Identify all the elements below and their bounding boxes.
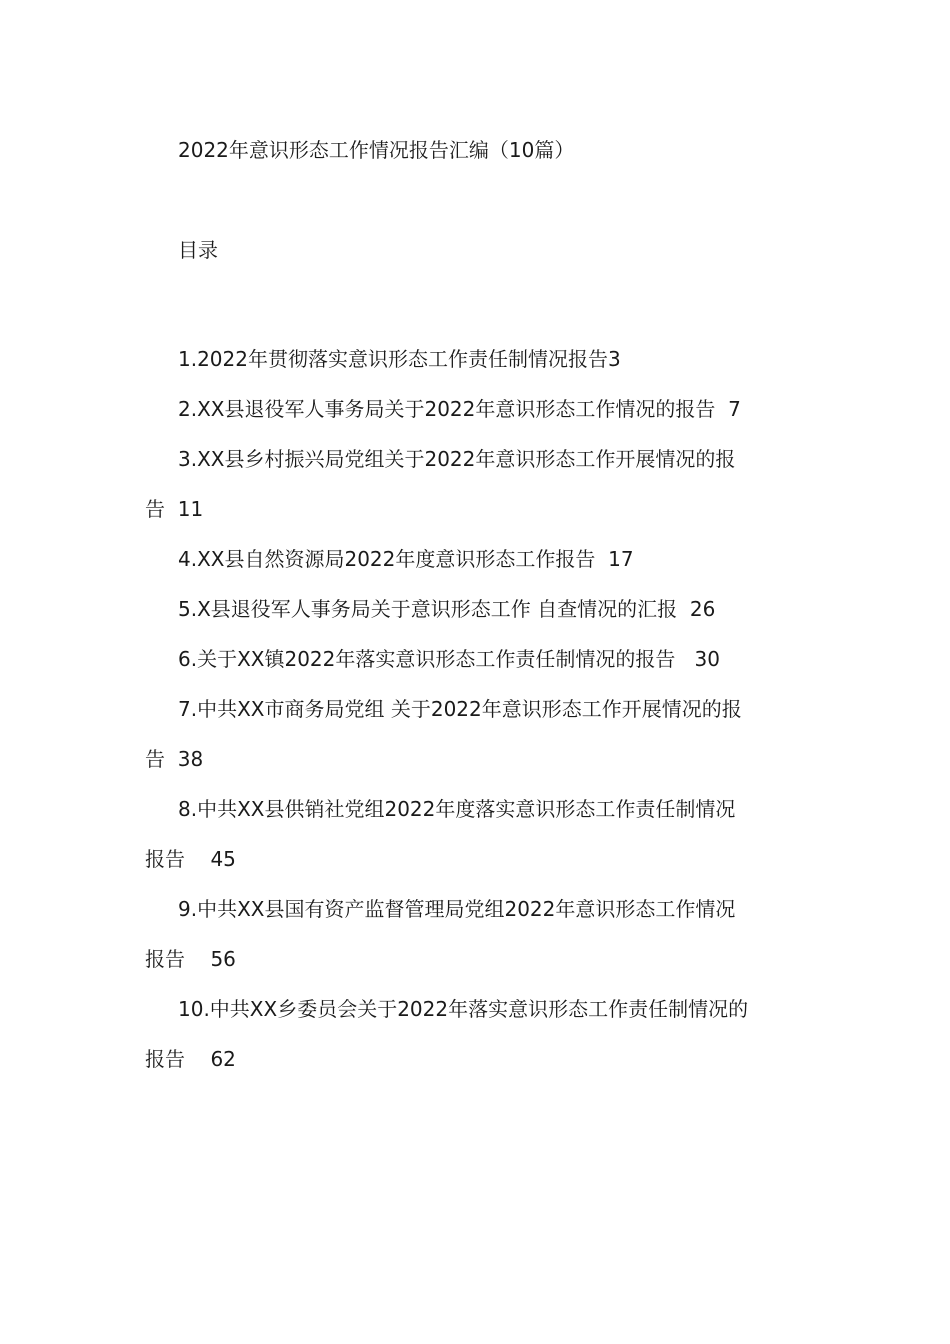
toc-entry-text: 2.XX县退役军人事务局关于2022年意识形态工作情况的报告: [178, 397, 716, 421]
table-of-contents: [145, 334, 810, 1084]
toc-page-number: 7: [728, 397, 741, 421]
toc-entry-7-cont[interactable]: [145, 734, 810, 784]
toc-entry-8-cont[interactable]: [145, 834, 810, 884]
toc-entry-text: 8.中共XX县供销社党组2022年度落实意识形态工作责任制情况: [178, 797, 736, 821]
toc-entry-text: 9.中共XX县国有资产监督管理局党组2022年意识形态工作情况: [178, 897, 736, 921]
toc-heading: 目录: [178, 238, 218, 262]
toc-page-number: 45: [210, 847, 236, 871]
toc-entry-9-cont[interactable]: [145, 934, 810, 984]
toc-page-number: 26: [689, 597, 716, 621]
toc-page-number: 62: [210, 1047, 236, 1071]
toc-entry-text: 6.关于XX镇2022年落实意识形态工作责任制情况的报告: [178, 647, 676, 671]
toc-entry-text: 报告: [145, 1047, 185, 1071]
toc-entry-5[interactable]: [145, 584, 810, 634]
toc-entry-text: 7.中共XX市商务局党组 关于2022年意识形态工作开展情况的报: [178, 697, 742, 721]
toc-entry-4[interactable]: [145, 534, 810, 584]
toc-page-number: 30: [694, 647, 720, 671]
toc-entry-text: 10.中共XX乡委员会关于2022年落实意识形态工作责任制情况的: [178, 997, 749, 1021]
toc-entry-text: 告: [145, 747, 165, 771]
toc-entry-1[interactable]: [145, 334, 810, 384]
toc-entry-7[interactable]: [145, 684, 810, 734]
toc-entry-3[interactable]: [145, 434, 810, 484]
toc-entry-text: 1.2022年贯彻落实意识形态工作责任制情况报告3: [178, 347, 621, 371]
toc-entry-text: 5.X县退役军人事务局关于意识形态工作 自查情况的汇报: [178, 597, 678, 621]
toc-page-number: 17: [608, 547, 634, 571]
document-title: 2022年意识形态工作情况报告汇编（10篇）: [178, 138, 575, 162]
toc-entry-text: 3.XX县乡村振兴局党组关于2022年意识形态工作开展情况的报: [178, 447, 736, 471]
toc-page-number: 38: [177, 747, 204, 771]
toc-entry-2[interactable]: [145, 384, 810, 434]
toc-page-number: 56: [210, 947, 236, 971]
toc-page-number: 11: [177, 497, 204, 521]
toc-entry-text: 告: [145, 497, 165, 521]
toc-entry-3-cont[interactable]: [145, 484, 810, 534]
toc-entry-9[interactable]: [145, 884, 810, 934]
toc-entry-text: 4.XX县自然资源局2022年度意识形态工作报告: [178, 547, 596, 571]
toc-entry-text: 报告: [145, 847, 185, 871]
toc-entry-6[interactable]: [145, 634, 810, 684]
toc-entry-text: 报告: [145, 947, 185, 971]
toc-entry-10[interactable]: [145, 984, 810, 1034]
toc-entry-10-cont[interactable]: [145, 1034, 810, 1084]
toc-entry-8[interactable]: [145, 784, 810, 834]
